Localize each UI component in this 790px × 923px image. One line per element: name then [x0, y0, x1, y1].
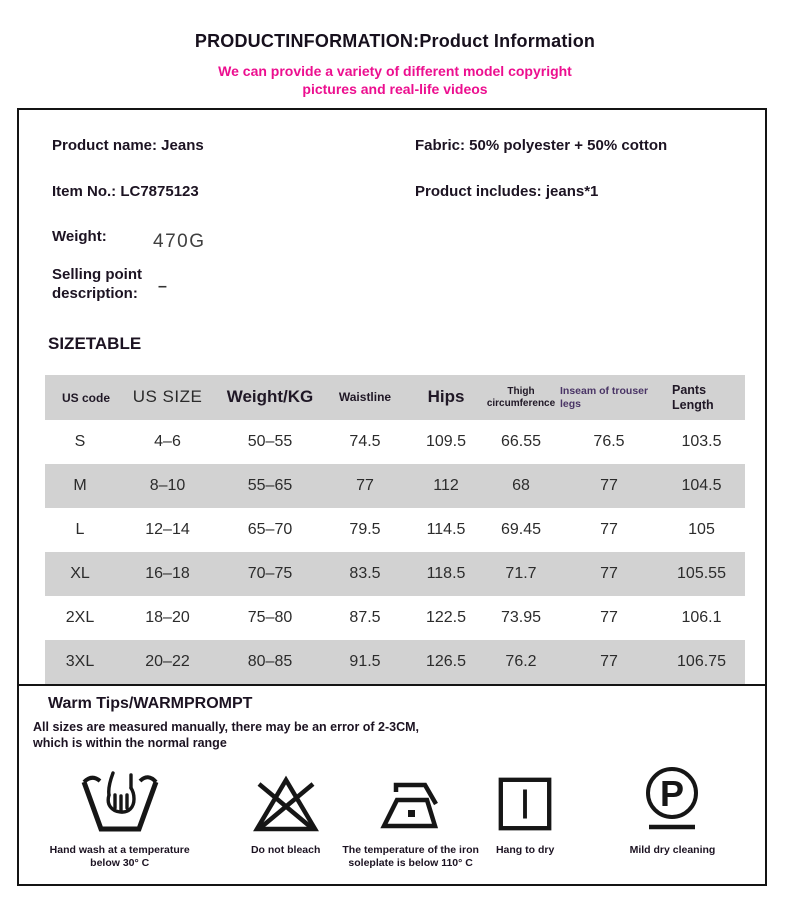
- cell: 126.5: [425, 653, 467, 670]
- cell: 2XL: [65, 609, 95, 626]
- cell: 3XL: [65, 653, 95, 670]
- col-header-thigh: Thigh circumference: [486, 385, 556, 409]
- warm-tips-heading: Warm Tips/WARMPROMPT: [48, 695, 253, 712]
- size-row-3xl: [45, 640, 745, 684]
- cell: 77: [356, 477, 374, 494]
- cell: 76.2: [505, 653, 537, 670]
- mild-dry-cleaning-icon: [636, 771, 708, 835]
- cell: 105.55: [677, 565, 726, 582]
- subtitle-line-2: pictures and real-life videos: [302, 81, 488, 97]
- cell: 65–70: [247, 521, 293, 538]
- cell: 77: [600, 521, 618, 538]
- care-instructions-row: [19, 771, 765, 870]
- cell: 106.75: [677, 653, 726, 670]
- product-info-panel: [17, 108, 767, 886]
- cell: 73.95: [500, 609, 542, 626]
- size-table-heading: SIZETABLE: [48, 334, 142, 353]
- care-caption-hand-wash: Hand wash at a temperature below 30° C: [49, 844, 190, 869]
- warm-tips-line-1: All sizes are measured manually, there may be an error of 2-3CM,: [33, 720, 420, 734]
- product-name-label: Product name: Jeans: [52, 137, 204, 154]
- cell: 122.5: [425, 609, 467, 626]
- cell: 69.45: [500, 521, 542, 538]
- cell: 74.5: [349, 433, 381, 450]
- weight-label: Weight:: [52, 228, 107, 245]
- care-item-mild-dry-cleaning: [580, 771, 765, 870]
- cell: 77: [600, 609, 618, 626]
- cell: 79.5: [349, 521, 381, 538]
- cell: 68: [512, 477, 530, 494]
- cell: 71.7: [505, 565, 537, 582]
- hand-wash-icon: [79, 771, 161, 835]
- size-row-s: [45, 420, 745, 464]
- subtitle-line-1: We can provide a variety of different model copyright: [218, 63, 572, 79]
- cell: L: [75, 521, 85, 538]
- cell: 105: [688, 521, 715, 538]
- cell: S: [74, 433, 86, 450]
- warm-tips-section: [19, 684, 765, 888]
- cell: 4–6: [154, 433, 181, 450]
- col-header-weight-kg: Weight/KG: [226, 387, 314, 407]
- cell: 77: [600, 653, 618, 670]
- col-header-waistline: Waistline: [338, 390, 392, 405]
- cell: 75–80: [247, 609, 293, 626]
- col-header-pants-length: Pants Length: [672, 382, 714, 412]
- cell: 114.5: [426, 521, 466, 538]
- do-not-bleach-icon: [250, 771, 322, 835]
- size-row-l: [45, 508, 745, 552]
- col-header-hips: Hips: [427, 387, 465, 407]
- size-table: [45, 375, 745, 684]
- cell: 80–85: [247, 653, 293, 670]
- size-row-m: [45, 464, 745, 508]
- col-header-us-size: US SIZE: [132, 387, 203, 407]
- warm-tips-body: [33, 720, 765, 751]
- cell: 83.5: [349, 565, 381, 582]
- cell: 50–55: [247, 433, 293, 450]
- weight-value: 470G: [153, 231, 206, 252]
- care-caption-iron-low: The temperature of the iron soleplate is below 110° C: [342, 844, 479, 869]
- care-caption-do-not-bleach: Do not bleach: [250, 844, 321, 856]
- cell: M: [73, 477, 87, 494]
- cell: 109.5: [425, 433, 467, 450]
- cell: 20–22: [145, 653, 190, 670]
- iron-low-temp-icon: [375, 771, 447, 835]
- product-includes-label: Product includes: jeans*1: [415, 183, 599, 200]
- care-caption-hang-to-dry: Hang to dry: [495, 844, 555, 856]
- cell: XL: [70, 565, 90, 582]
- cell: 112: [433, 477, 459, 494]
- cell: 76.5: [593, 433, 625, 450]
- cell: 77: [600, 565, 618, 582]
- cell: 66.55: [500, 433, 542, 450]
- dry-clean-letter: P: [660, 773, 685, 814]
- page-title: PRODUCTINFORMATION:Product Information: [194, 31, 596, 51]
- cell: 118.5: [426, 565, 466, 582]
- cell: 87.5: [349, 609, 381, 626]
- cell: 106.1: [681, 609, 722, 626]
- warm-tips-line-2: which is within the normal range: [33, 735, 227, 750]
- selling-point-label: Selling point description:: [52, 266, 142, 302]
- col-header-us-code: US code: [62, 390, 111, 405]
- cell: 12–14: [145, 521, 190, 538]
- cell: 16–18: [145, 565, 190, 582]
- care-caption-mild-dry-cleaning: Mild dry cleaning: [629, 844, 716, 856]
- hang-to-dry-icon: [495, 771, 555, 835]
- cell: 91.5: [349, 653, 381, 670]
- size-row-xl: [45, 552, 745, 596]
- selling-point-value: –: [158, 278, 167, 295]
- care-item-hand-wash: [19, 771, 220, 870]
- cell: 104.5: [681, 477, 722, 494]
- item-number-label: Item No.: LC7875123: [52, 183, 199, 200]
- cell: 8–10: [149, 477, 186, 494]
- cell: 70–75: [247, 565, 293, 582]
- col-header-inseam: Inseam of trouser legs: [560, 384, 649, 410]
- size-row-2xl: [45, 596, 745, 640]
- cell: 55–65: [247, 477, 293, 494]
- cell: 103.5: [681, 433, 722, 450]
- care-item-hang-to-dry: [470, 771, 580, 870]
- cell: 18–20: [145, 609, 190, 626]
- fabric-label: Fabric: 50% polyester + 50% cotton: [415, 137, 668, 154]
- size-table-header-row: [45, 375, 745, 420]
- cell: 77: [600, 477, 618, 494]
- page-subtitle: [0, 62, 790, 98]
